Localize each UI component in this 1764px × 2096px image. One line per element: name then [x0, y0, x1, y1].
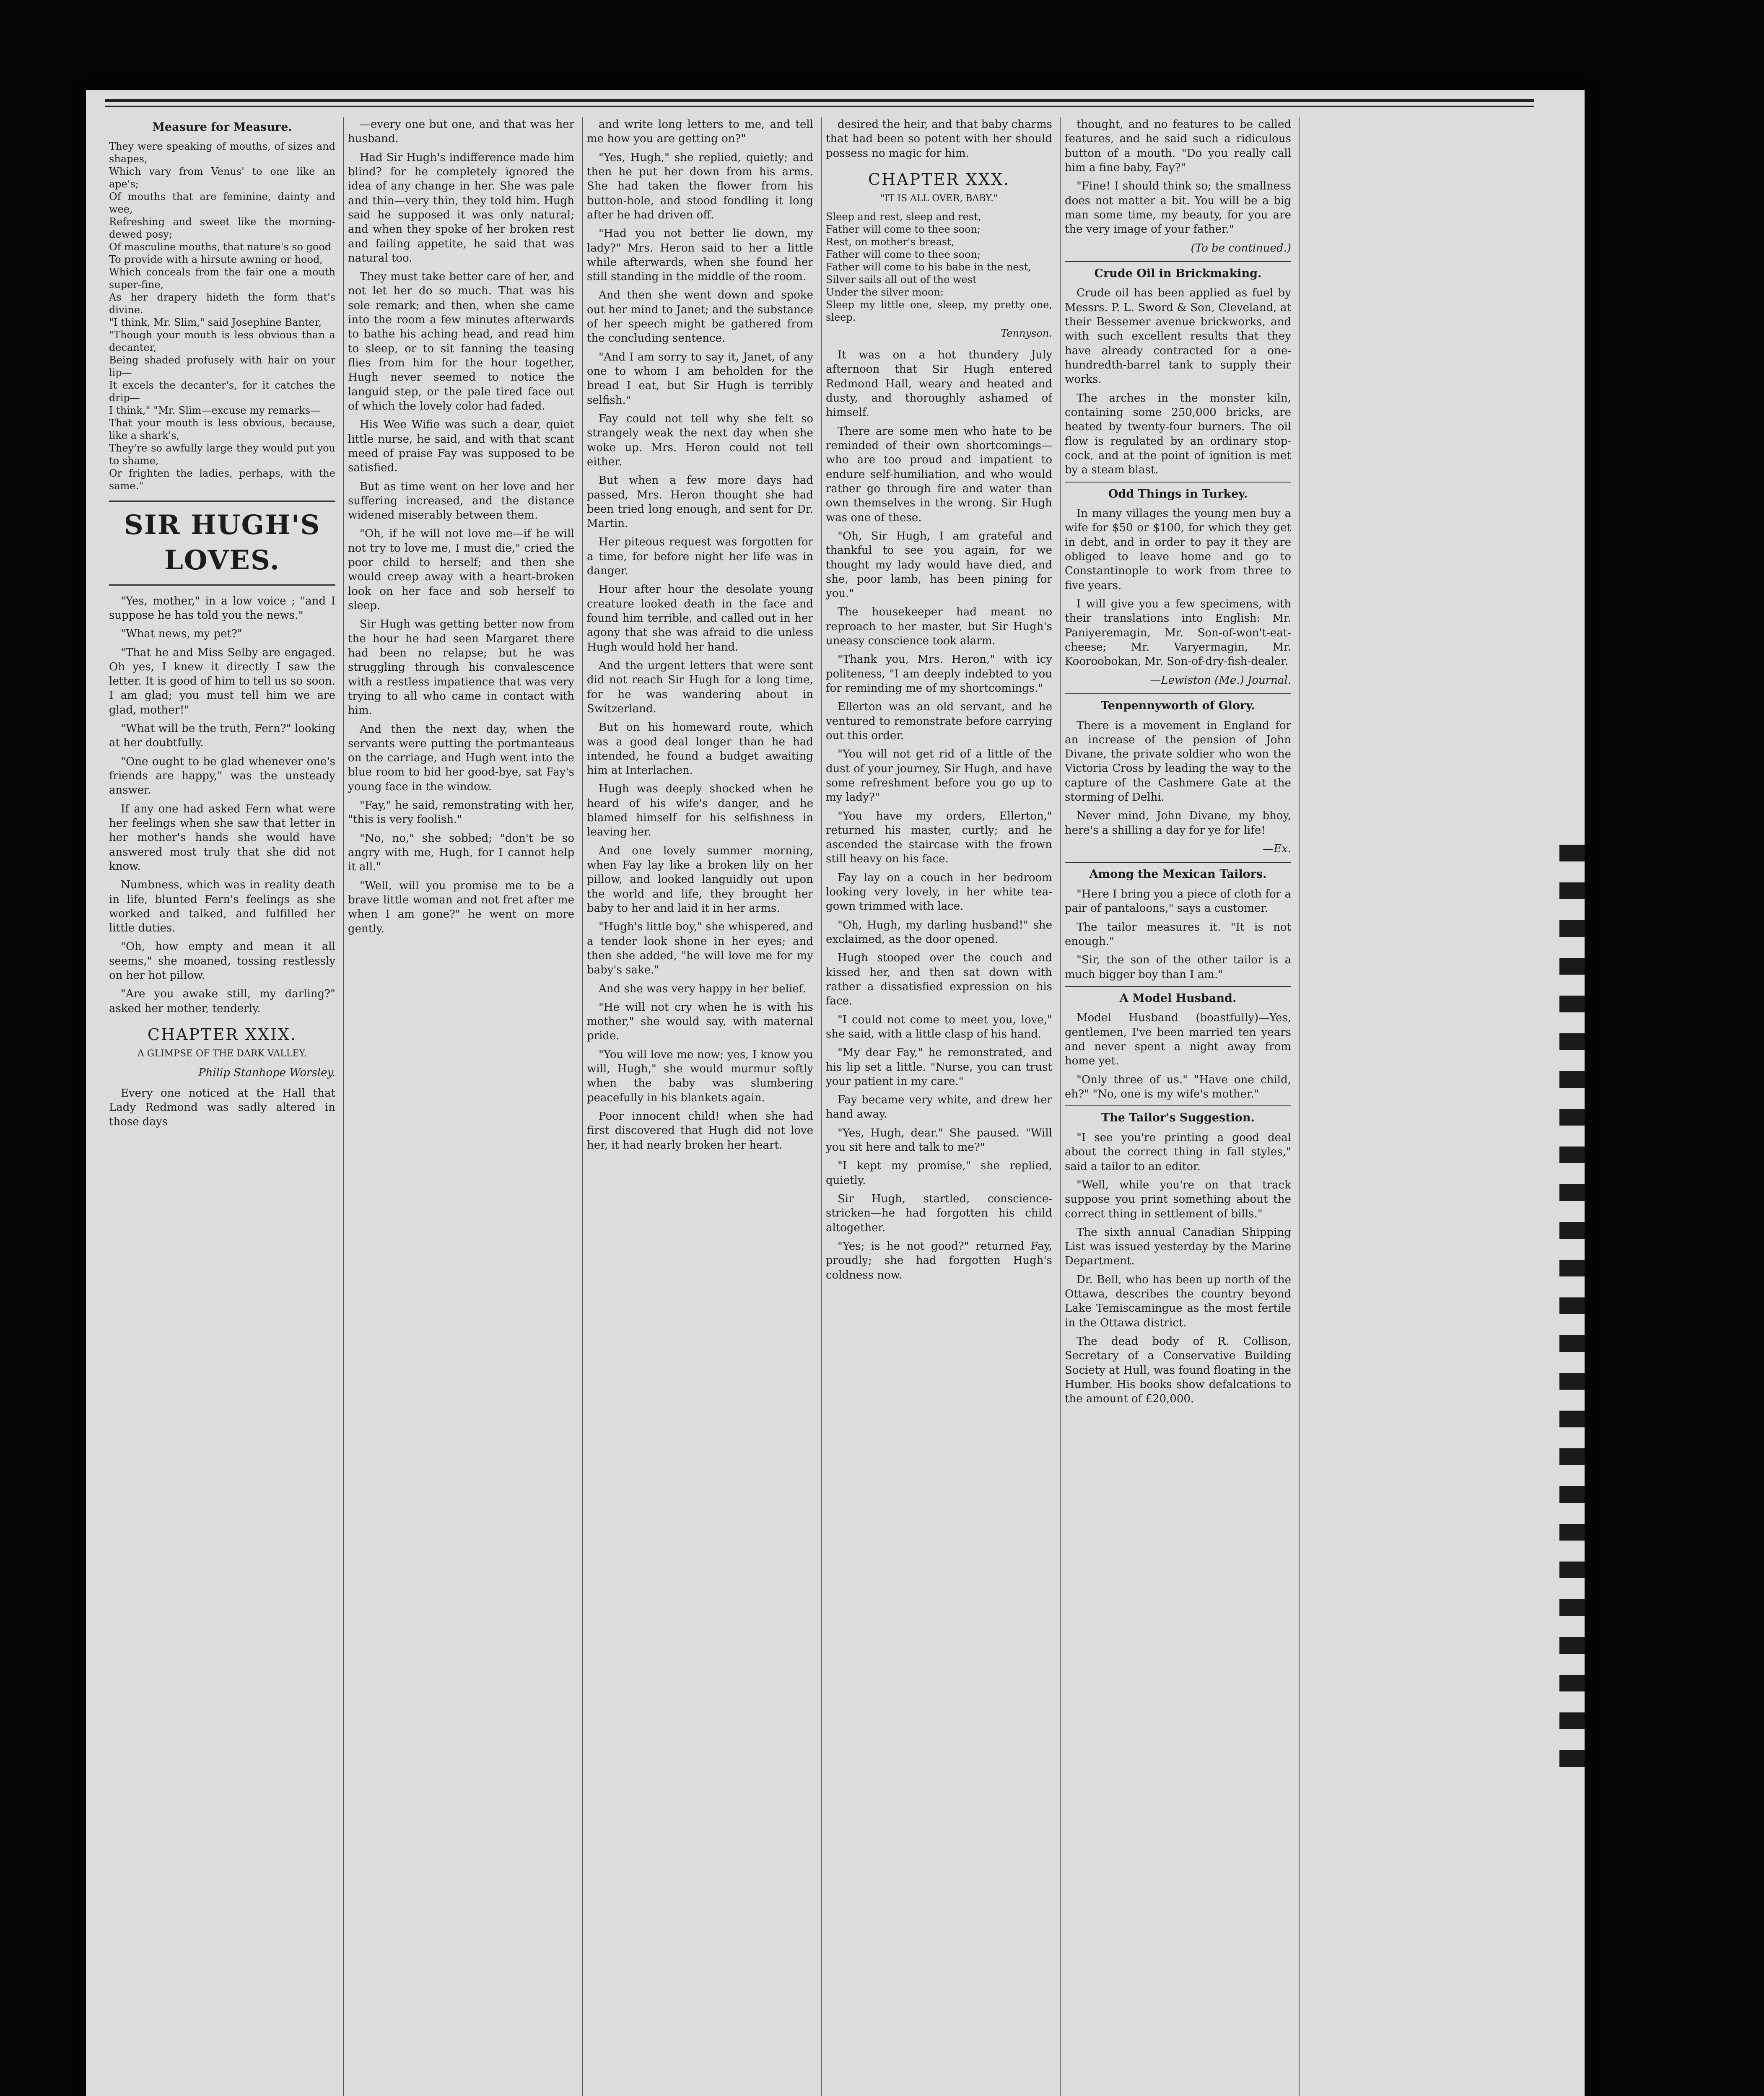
poem-line: That your mouth is less obvious, because, like a shark's, [109, 417, 335, 441]
column-divider [821, 117, 822, 2096]
paragraph: I will give you a few specimens, with their translations into English: Mr. Paniyeremagin, Mr. Son-of-won't-eat-cheese; Mr. Varyermagin, Mr. Kooroobokan, Mr. Son-of-dry-fish-dealer. [1065, 598, 1291, 668]
paragraph: The tailor measures it. "It is not enough." [1065, 921, 1291, 948]
section-title: Odd Things in Turkey. [1065, 482, 1291, 502]
paragraph: "Sir, the son of the other tailor is a much bigger boy than I am." [1065, 954, 1291, 981]
paragraph: Never mind, John Divane, my bhoy, here's a shilling a day for ye for life! [1065, 809, 1291, 837]
paragraph: It was on a hot thundery July afternoon that Sir Hugh entered Redmond Hall, weary and heated and dusty, and thoroughly ashamed of himself. [826, 349, 1052, 419]
paragraph: But when a few more days had passed, Mrs. Heron thought she had been tried long enough, and sent for Dr. Martin. [587, 474, 813, 530]
header-rule [105, 99, 1534, 102]
column-divider [343, 117, 344, 2096]
poem-line: Of masculine mouths, that nature's so good [109, 241, 332, 253]
paragraph: "My dear Fay," he remonstrated, and his lip set a little. "Nurse, you can trust your patient in my care." [826, 1046, 1052, 1088]
paragraph: "No, no," she sobbed; "don't be so angry with me, Hugh, for I cannot help it all." [348, 832, 574, 874]
poem-line: As her drapery hideth the form that's divine. [109, 291, 335, 316]
poem-signature: Philip Stanhope Worsley. [198, 1066, 335, 1079]
paragraph: "One ought to be glad whenever one's friends are happy," was the unsteady answer. [109, 755, 335, 797]
paragraph: "And I am sorry to say it, Janet, of any one to whom I am beholden for the bread I eat, but Sir Hugh is terribly selfish." [587, 350, 813, 407]
poem-line: They're so awfully large they would put you to shame, [109, 442, 335, 467]
paragraph: "Yes; is he not good?" returned Fay, proudly; she had forgotten Hugh's coldness now. [826, 1240, 1052, 1281]
column-divider [582, 117, 583, 2096]
paragraph: The dead body of R. Collison, Secretary of a Conservative Building Society at Hull, was found floating in the Humber. His books show defalcations to the amount of £20,000. [1065, 1335, 1291, 1406]
poem-line: Being shaded profusely with hair on your lip— [109, 354, 335, 379]
poem-line: Sleep my little one, sleep, my pretty one, sleep. [826, 299, 1052, 324]
paragraph: "Oh, how empty and mean it all seems," she moaned, tossing restlessly on her hot pillow. [109, 940, 335, 982]
poem-line: I think," "Mr. Slim—excuse my remarks— [109, 404, 321, 416]
poem-line: "I think, Mr. Slim," said Josephine Banter, [109, 316, 322, 328]
paragraph: But on his homeward route, which was a good deal longer than he had intended, he found a budget awaiting him at Interlachen. [587, 721, 813, 777]
poem-signature: Tennyson. [1001, 327, 1052, 340]
paragraph: "I kept my promise," she replied, quietly. [826, 1160, 1052, 1187]
paragraph: "Oh, if he will not love me—if he will not try to love me, I must die," cried the poor child to herself; and then she would creep away with a heart-broken look on her face and sob herself to sleep. [348, 527, 574, 612]
paragraph: and write long letters to me, and tell me how you are getting on?" [587, 118, 813, 145]
paragraph: Ellerton was an old servant, and he ventured to remonstrate before carrying out this order. [826, 700, 1052, 742]
poem-line: Silver sails all out of the west [826, 274, 977, 286]
poem-line: "Though your mouth is less obvious than a decanter, [109, 329, 335, 353]
paragraph: "What will be the truth, Fern?" looking at her doubtfully. [109, 722, 335, 750]
paragraph: And one lovely summer morning, when Fay lay like a broken lily on her pillow, and looked languidly out upon the world and life, they brought her baby to her and laid it in her arms. [587, 844, 813, 915]
poem-line: Or frighten the ladies, perhaps, with the same." [109, 467, 335, 492]
paragraph: Had Sir Hugh's indifference made him blind? for he completely ignored the idea of any change in her. She was pale and thin—very thin, they told him. Hugh said he supposed it was only natural; and when they spoke of her broken rest and failing appetite, he said that was natural too. [348, 151, 574, 265]
chapter-heading: CHAPTER XXIX. [147, 1025, 297, 1044]
paragraph: In many villages the young men buy a wife for $50 or $100, for which they get in debt, and in order to pay it they are obliged to leave home and go to Constantinople to work from three to five years. [1065, 507, 1291, 592]
poem [109, 140, 335, 492]
paragraph: And she was very happy in her belief. [599, 982, 806, 995]
paragraph: Model Husband (boastfully)—Yes, gentlemen, I've been married ten years and never spent a night away from home yet. [1065, 1012, 1291, 1068]
paragraph: "Oh, Hugh, my darling husband!" she exclaimed, as the door opened. [826, 918, 1052, 946]
paragraph: "You will not get rid of a little of the dust of your journey, Sir Hugh, and have some refreshment before you go up to my lady?" [826, 748, 1052, 804]
paragraph: Fay could not tell why she felt so strangely weak the next day when she woke up. Mrs. Heron could not tell either. [587, 412, 813, 468]
paragraph: "Here I bring you a piece of cloth for a pair of pantaloons," says a customer. [1065, 887, 1291, 915]
paragraph: Poor innocent child! when she had first discovered that Hugh did not love her, it had nearly broken her heart. [587, 1110, 813, 1152]
paragraph: "Well, will you promise me to be a brave little woman and not fret after me when I am gone?" he went on more gently. [348, 879, 574, 935]
poem-line: Rest, on mother's breast, [826, 236, 955, 248]
paragraph: Hour after hour the desolate young creature looked death in the face and found him terrible, and called out in her agony that she was afraid to die unless Hugh would hold her hand. [587, 583, 813, 654]
paragraph: "I could not come to meet you, love," she said, with a little clasp of his hand. [826, 1013, 1052, 1040]
poem-line: Which conceals from the fair one a mouth super-fine, [109, 266, 335, 291]
paragraph: Fay became very white, and drew her hand away. [826, 1094, 1052, 1121]
paragraph: And then the next day, when the servants were putting the portmanteaus on the carriage, and Hugh went into the blue room to bid her good-bye, sat Fay's young face in the window. [348, 723, 574, 793]
paragraph: "Had you not better lie down, my lady?" Mrs. Heron said to her a little while afterwards, when she found her still standing in the middle of the room. [587, 227, 813, 283]
poem-line: Which vary from Venus' to one like an ape's; [109, 165, 335, 190]
paragraph: "Thank you, Mrs. Heron," with icy politeness, "I am deeply indebted to you for reminding me of my shortcomings." [826, 653, 1052, 695]
paragraph: "Yes, Hugh," she replied, quietly; and then he put her down from his arms. She had taken the flower from his button-hole, and stood fondling it long after he had driven off. [587, 151, 813, 221]
paragraph: "Fay," he said, remonstrating with her, "this is very foolish." [348, 799, 574, 826]
section-title: A Model Husband. [1065, 986, 1291, 1006]
paragraph: Dr. Bell, who has been up north of the Ottawa, describes the country beyond Lake Temiscamingue as the most fertile in the Ottawa district. [1065, 1273, 1291, 1329]
column-5 [1065, 117, 1291, 2096]
story-banner: SIR HUGH'S LOVES. [109, 501, 335, 586]
paragraph: "He will not cry when he is with his mother," she would say, with maternal pride. [587, 1001, 813, 1043]
column-divider [1060, 117, 1061, 2096]
poem-line: To provide with a hirsute awning or hood, [109, 253, 323, 265]
paragraph: Sir Hugh, startled, conscience-stricken—he had forgotten his child altogether. [826, 1193, 1052, 1234]
poem-line: Under the silver moon: [826, 286, 944, 298]
chapter-heading: CHAPTER XXX. [868, 170, 1010, 189]
paragraph: Crude oil has been applied as fuel by Messrs. P. L. Sword & Son, Cleveland, at their Bessemer avenue brickworks, and with such excellent results that they have already contracted for a one-hundredth-barrel tank to supply their works. [1065, 287, 1291, 386]
paragraph: "What news, my pet?" [121, 628, 242, 641]
poem-line: Father will come to thee soon; [826, 223, 981, 236]
paragraph: "I see you're printing a good deal about the correct thing in fall styles," said a tailor to an editor. [1065, 1131, 1291, 1173]
paragraph: They must take better care of her, and not let her do so much. That was his sole remark; and then, when she came into the room a few minutes afterwards to bathe his aching head, and read him to sleep, or to sit fanning the teasing flies from him for the hour together, Hugh never seemed to notice the languid step, or the pale tired face out of which the lovely color had faded. [348, 270, 574, 412]
paragraph: The sixth annual Canadian Shipping List was issued yesterday by the Marine Department. [1065, 1226, 1291, 1268]
paragraph: The housekeeper had meant no reproach to her master, but Sir Hugh's uneasy conscience took alarm. [826, 606, 1052, 648]
paragraph: But as time went on her love and her suffering increased, and the distance widened miserably between them. [348, 480, 574, 522]
source-credit: —Lewiston (Me.) Journal. [1150, 674, 1291, 687]
paragraph: Numbness, which was in reality death in life, blunted Fern's feelings as she worked and talked, and fulfilled her little duties. [109, 879, 335, 935]
section-title: Crude Oil in Brickmaking. [1065, 261, 1291, 281]
poem-line: Of mouths that are feminine, dainty and wee, [109, 190, 335, 215]
poem-line: It excels the decanter's, for it catches the drip— [109, 379, 335, 404]
poem [826, 210, 1052, 340]
paragraph: There is a movement in England for an increase of the pension of John Divane, the private soldier who won the Victoria Cross by leading the way to the capture of the Cashmere Gate at the storming of Delhi. [1065, 719, 1291, 804]
paragraph: Hugh was deeply shocked when he heard of his wife's danger, and he blamed himself for his selfishness in leaving her. [587, 783, 813, 839]
paragraph: And the urgent letters that were sent did not reach Sir Hugh for a long time, for he was wandering about in Switzerland. [587, 659, 813, 715]
source-credit: —Ex. [1263, 843, 1291, 855]
paragraph: Her piteous request was forgotten for a time, for before night her life was in danger. [587, 536, 813, 578]
column-3 [587, 117, 813, 2096]
paragraph: If any one had asked Fern what were her feelings when she saw that letter in her mother's hands she would have answered most truly that she did not know. [109, 802, 335, 873]
section-title: Among the Mexican Tailors. [1065, 862, 1291, 882]
paragraph: "Hugh's little boy," she whispered, and a tender look shone in her eyes; and then she added, "he will love me for my baby's sake." [587, 921, 813, 977]
paragraph: Fay lay on a couch in her bedroom looking very lovely, in her white tea-gown trimmed with lace. [826, 871, 1052, 913]
paragraph: "Are you awake still, my darling?" asked her mother, tenderly. [109, 988, 335, 1015]
poem-line: Father will come to thee soon; [826, 249, 981, 261]
paragraph: "Yes, Hugh, dear." She paused. "Will you sit here and talk to me?" [826, 1126, 1052, 1154]
paragraph: And then she went down and spoke out her mind to Janet; and the substance of her speech might be gathered from the concluding sentence. [587, 289, 813, 345]
column-2 [348, 117, 574, 2096]
section-title: Tenpennyworth of Glory. [1065, 693, 1291, 713]
paragraph: "You have my orders, Ellerton," returned his master, curtly; and he ascended the staircase with the frown still heavy on his face. [826, 809, 1052, 866]
paragraph: desired the heir, and that baby charms that had been so potent with her should possess no magic for him. [826, 118, 1052, 160]
poem-title: Measure for Measure. [152, 121, 292, 134]
paragraph: "That he and Miss Selby are engaged. Oh yes, I knew it directly I saw the letter. It is good of him to tell us so soon. I am glad; you must tell him we are glad, mother!" [109, 646, 335, 716]
paragraph: —every one but one, and that was her husband. [348, 118, 574, 145]
section-title: The Tailor's Suggestion. [1065, 1105, 1291, 1126]
paragraph: There are some men who hate to be reminded of their own shortcomings—who are too proud and impatient to endure self-humiliation, and who would rather go through fire and water than own themselves in the wrong. Sir Hugh was one of these. [826, 425, 1052, 524]
paragraph: Every one noticed at the Hall that Lady Redmond was sadly altered in those days [109, 1087, 335, 1128]
paragraph: The arches in the monster kiln, containing some 250,000 bricks, are heated by twenty-four burners. The oil flow is regulated by an ordinary stop-cock, and at the point of ignition is met by a steam blast. [1065, 392, 1291, 477]
header-rule-thin [105, 106, 1534, 107]
column-divider [1299, 117, 1300, 2096]
chapter-subtitle: A GLIMPSE OF THE DARK VALLEY. [137, 1048, 307, 1059]
paragraph: "Yes, mother," in a low voice ; "and I suppose he has told you the news." [109, 594, 335, 622]
poem-line: Sleep and rest, sleep and rest, [826, 211, 981, 223]
paragraph: Sir Hugh was getting better now from the hour he had seen Margaret there had been no relapse; but he was struggling through his convalescence with a restless impatience that was very trying to all who came in contact with him. [348, 618, 574, 717]
paragraph: "Well, while you're on that track suppose you print something about the correct thing in settlement of bills." [1065, 1178, 1291, 1220]
paragraph: "You will love me now; yes, I know you will, Hugh," she would murmur softly when the baby was slumbering peacefully in his blankets again. [587, 1048, 813, 1104]
paragraph: thought, and no features to be called features, and he said such a ridiculous button of a mouth. "Do you really call him a fine baby, Fay?" [1065, 118, 1291, 174]
paragraph: "Fine! I should think so; the smallness does not matter a bit. You will be a big man some time, my beauty, for you are the very image of your father." [1065, 180, 1291, 236]
paragraph: Hugh stooped over the couch and kissed her, and then sat down with rather a dissatisfied expression on his face. [826, 952, 1052, 1008]
chapter-subtitle: "IT IS ALL OVER, BABY." [880, 193, 998, 204]
poem-line: Refreshing and sweet like the morning-dewed posy; [109, 215, 335, 240]
paragraph: "Oh, Sir Hugh, I am grateful and thankful to see you again, for we thought my lady would have died, and she, poor lamb, has been pining for you." [826, 529, 1052, 600]
paragraph: "Only three of us." "Have one child, eh?" "No, one is my wife's mother." [1065, 1073, 1291, 1100]
paragraph: His Wee Wifie was such a dear, quiet little nurse, he said, and with that scant meed of praise Fay was supposed to be satisfied. [348, 418, 574, 475]
poem-line: They were speaking of mouths, of sizes and shapes, [109, 140, 335, 165]
poem-line: Father will come to his babe in the nest, [826, 261, 1032, 273]
column-4 [826, 117, 1052, 2096]
continued-note: (To be continued.) [1191, 241, 1291, 254]
torn-edge [1559, 845, 1585, 1767]
column-1 [109, 117, 335, 2096]
